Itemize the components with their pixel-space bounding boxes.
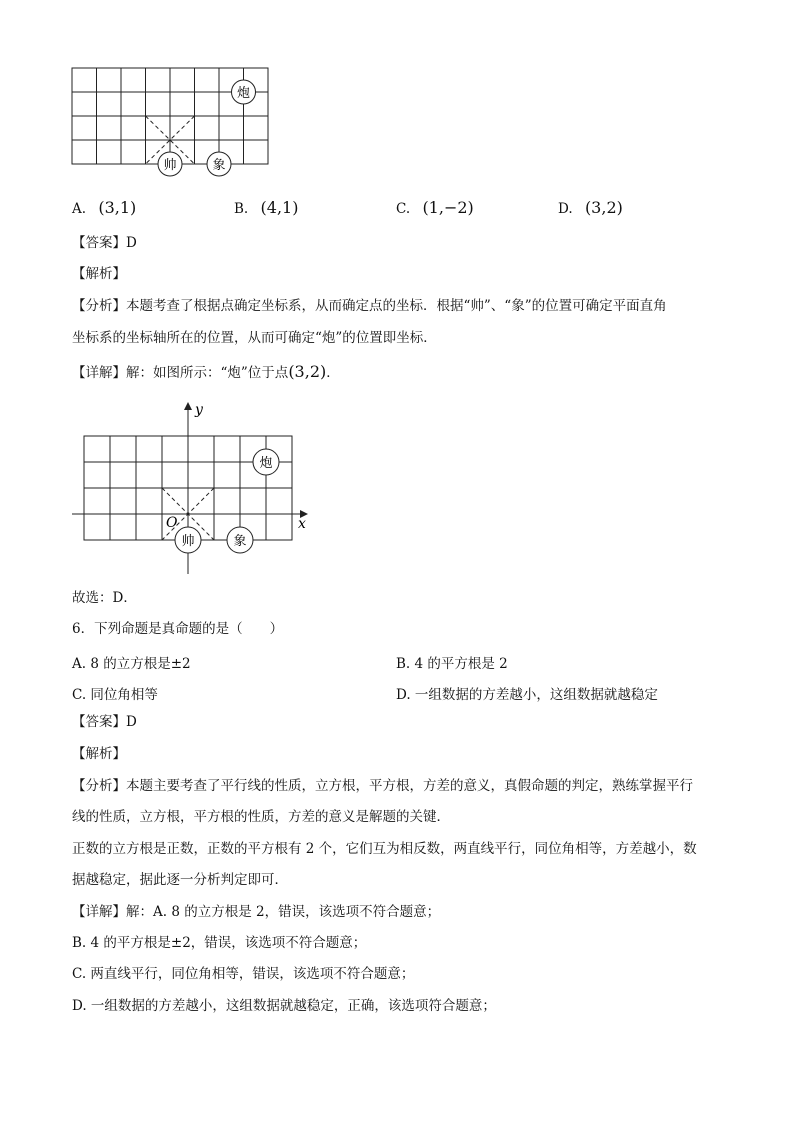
q6-fenxi-line-1 [72, 777, 693, 795]
q6-detail-a [72, 903, 440, 921]
q6-fenxi-text-1: 本题主要考查了平行线的性质，立方根，平方根，方差的意义，真假命题的判定，熟练掌握平行 [126, 778, 693, 794]
y-axis-arrow-icon [184, 402, 192, 410]
piece-pao-2 [253, 449, 279, 475]
q5-option-c [396, 198, 474, 217]
q5-option-d-value: (3,2) [584, 198, 623, 217]
q6-para-line-2: 据越稳定，据此逐一分析判定即可． [72, 872, 288, 888]
q5-option-a-value: (3,1) [98, 198, 137, 217]
q5-option-b-letter: B. [234, 201, 249, 217]
piece-xiang-label: 象 [212, 158, 226, 173]
q6-fenxi-label: 【分析】 [72, 778, 126, 794]
q5-option-c-value: (1,−2) [422, 198, 474, 217]
q5-option-d [558, 198, 623, 217]
piece-shuai-label: 帅 [163, 158, 177, 173]
q6-fenxi-line-2: 线的性质，立方根，平方根的性质，方差的意义是解题的关键． [72, 809, 450, 825]
q5-option-b [234, 198, 298, 217]
q6-option-a: A. 8 的立方根是±2 [72, 656, 191, 672]
q6-option-c: C. 同位角相等 [72, 687, 158, 703]
q5-option-a [72, 198, 136, 217]
q6-detail-a-text: 解：A. 8 的立方根是 2，错误，该选项不符合题意； [126, 904, 441, 920]
q5-answer-label: 【答案】 [72, 235, 126, 251]
q6-option-b: B. 4 的平方根是 2 [396, 656, 508, 672]
q5-detail-label: 【详解】 [72, 365, 126, 381]
q6-answer [72, 713, 137, 731]
q5-fenxi-label: 【分析】 [72, 298, 126, 314]
q5-answer [72, 234, 137, 252]
q5-fenxi-text-1: 本题考查了根据点确定坐标系，从而确定点的坐标．根据“帅”、“象”的位置可确定平面直角 [126, 298, 667, 314]
origin-label: O [166, 515, 178, 531]
q5-answer-value: D [126, 235, 137, 251]
q5-option-a-letter: A. [72, 201, 87, 217]
piece-shuai-2 [175, 527, 201, 553]
q5-detail [72, 363, 340, 382]
coordinate-figure-2 [62, 396, 322, 578]
y-axis-label: y [195, 402, 203, 418]
q5-option-d-letter: D. [558, 201, 573, 217]
q5-detail-text: 解：如图所示：“炮”位于点 [126, 365, 289, 381]
q6-answer-value: D [126, 714, 137, 730]
q6-detail-label: 【详解】 [72, 904, 126, 920]
piece-pao [232, 80, 256, 104]
q6-analysis-heading: 【解析】 [72, 746, 126, 762]
q5-conclusion: 故选：D． [72, 590, 137, 606]
q6-stem: 6．下列命题是真命题的是（ ） [72, 621, 284, 637]
q5-analysis-heading: 【解析】 [72, 266, 126, 282]
q5-detail-point: (3,2) [288, 362, 327, 381]
x-axis-label: x [298, 516, 306, 532]
piece-shuai-2-label: 帅 [181, 534, 195, 549]
q6-detail-c: C. 两直线平行，同位角相等，错误，该选项不符合题意； [72, 966, 415, 982]
piece-pao-label: 炮 [236, 86, 251, 101]
chess-grid-figure-1 [60, 60, 290, 185]
q6-para-line-1: 正数的立方根是正数，正数的平方根有 2 个，它们互为相反数，两直线平行，同位角相等，方差越小，数 [72, 841, 697, 857]
q5-option-c-letter: C. [396, 201, 411, 217]
piece-xiang [207, 152, 231, 176]
q5-fenxi-line-1 [72, 297, 667, 315]
q5-option-b-value: (4,1) [260, 198, 299, 217]
q6-detail-b: B. 4 的平方根是±2，错误，该选项不符合题意； [72, 935, 367, 951]
piece-xiang-2 [227, 527, 253, 553]
q5-fenxi-line-2: 坐标系的坐标轴所在的位置，从而可确定“炮”的位置即坐标． [72, 330, 437, 346]
piece-xiang-2-label: 象 [233, 534, 247, 549]
q5-detail-end: ． [326, 365, 340, 381]
q6-answer-label: 【答案】 [72, 714, 126, 730]
q6-detail-d: D. 一组数据的方差越小，这组数据就越稳定，正确，该选项符合题意； [72, 998, 496, 1014]
q6-option-d: D. 一组数据的方差越小，这组数据就越稳定 [396, 687, 658, 703]
piece-shuai [158, 152, 182, 176]
piece-pao-2-label: 炮 [259, 456, 273, 471]
